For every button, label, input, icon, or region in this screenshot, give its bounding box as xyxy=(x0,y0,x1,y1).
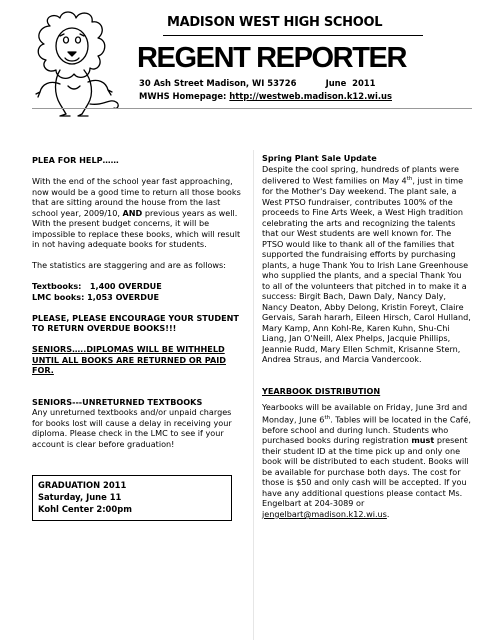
issue-date: June 2011 xyxy=(325,78,376,88)
homepage-label: MWHS Homepage: xyxy=(139,91,227,101)
diplomas-notice: SENIORS…..DIPLOMAS WILL BE WITHHELD UNTIL ALL BOOKS ARE RETURNED OR PAID FOR. xyxy=(32,344,226,375)
homepage-line xyxy=(139,91,392,101)
graduation-box xyxy=(32,475,232,521)
seniors-body: Any unreturned textbooks and/or unpaid charges for books lost will cause a delay in receiving your diploma. Please check in the LMC to see if your account is clear before graduation! xyxy=(32,407,232,449)
yearbook-heading: YEARBOOK DISTRIBUTION xyxy=(262,385,381,396)
graduation-date: Saturday, June 11 xyxy=(38,492,122,502)
textbooks-stat: Textbooks: 1,400 OVERDUE xyxy=(32,281,162,291)
address: 30 Ash Street Madison, WI 53726 xyxy=(139,78,297,88)
yearbook-email-link[interactable]: jengelbart@madison.k12.wi.us xyxy=(262,508,387,519)
encourage-notice: PLEASE, PLEASE ENCOURAGE YOUR STUDENT TO RETURN OVERDUE BOOKS!!! xyxy=(32,312,239,333)
yearbook-body: Yearbooks will be available on Friday, June 3rd and Monday, June 6th. Tables will be located in the Café, before school and during lunch. Students who purchased books during registration must present their student ID at the time pick up and only one book will be distributed to each student. Books will be available for purchase both days. The cost for those is $50 and only cash will be accepted. If you have any additional questions please contact Ms. Engelbart at 204-3089 or jengelbart@madison.k12.wi.us. xyxy=(262,402,471,519)
plea-heading: PLEA FOR HELP…… xyxy=(32,155,119,165)
lmc-stat: LMC books: 1,053 OVERDUE xyxy=(32,291,160,302)
seniors-heading: SENIORS---UNRETURNED TEXTBOOKS xyxy=(32,396,203,407)
homepage-link[interactable]: http://westweb.madison.k12.wi.us xyxy=(229,91,392,101)
address-line xyxy=(139,78,375,88)
school-name-underline xyxy=(163,35,423,36)
plant-sale-body: Despite the cool spring, hundreds of plants were delivered to West families on May 4th, just in time for the Mother's Day weekend. The plant sale, a West PTSO fundraiser, contributes 100% of the proceeds to Fine Arts Week, a West High tradition celebrating the arts and recognizing the talents that our West students are well known for. The PTSO would like to thank all of the families that supported the fundraising efforts by purchasing plants, a huge Thank You to Irish Lane Greenhouse who supplied the plants, and a special Thank You to all of the volunteers that pitched in to make it a success: Birgit Bach, Dawn Daly, Nancy Daly, Nancy Deaton, Abby Delong, Kristin Foreyt, Claire Gervais, Sarah hararh, Eileen Hirsch, Carol Hulland, Mary Kamp, Ann Kohl-Re, Karen Kuhn, Shu-Chi Liang, Jan O'Neill, Alex Phelps, Jacquie Phillips, Jeannie Rudd, Mary Ellen Schmit, Krisanne Stern, Andrea Straus, and Marcia Vandercook. xyxy=(262,163,471,365)
graduation-title: GRADUATION 2011 xyxy=(38,480,127,490)
column-divider xyxy=(253,150,254,640)
school-name: MADISON WEST HIGH SCHOOL xyxy=(167,15,383,30)
right-column xyxy=(262,153,472,519)
left-column xyxy=(32,155,244,449)
masthead-divider xyxy=(32,108,472,109)
yearbook-emphasis: must xyxy=(411,435,435,446)
plant-sale-heading: Spring Plant Sale Update xyxy=(262,153,377,163)
plea-body: With the end of the school year fast approaching, now would be a good time to return all those books that are sitting around the house from the last school year, 2009/10, AND previous years as well. With the present budget concerns, it will be impossible to replace these books, which will result in not having adequate books for students. xyxy=(32,176,241,249)
lion-mascot-icon xyxy=(20,8,128,120)
newsletter-title: REGENT REPORTER xyxy=(137,42,407,74)
statistics-intro: The statistics are staggering and are as follows: xyxy=(32,260,226,270)
plea-emphasis: AND xyxy=(122,207,143,218)
graduation-location: Kohl Center 2:00pm xyxy=(38,504,132,514)
